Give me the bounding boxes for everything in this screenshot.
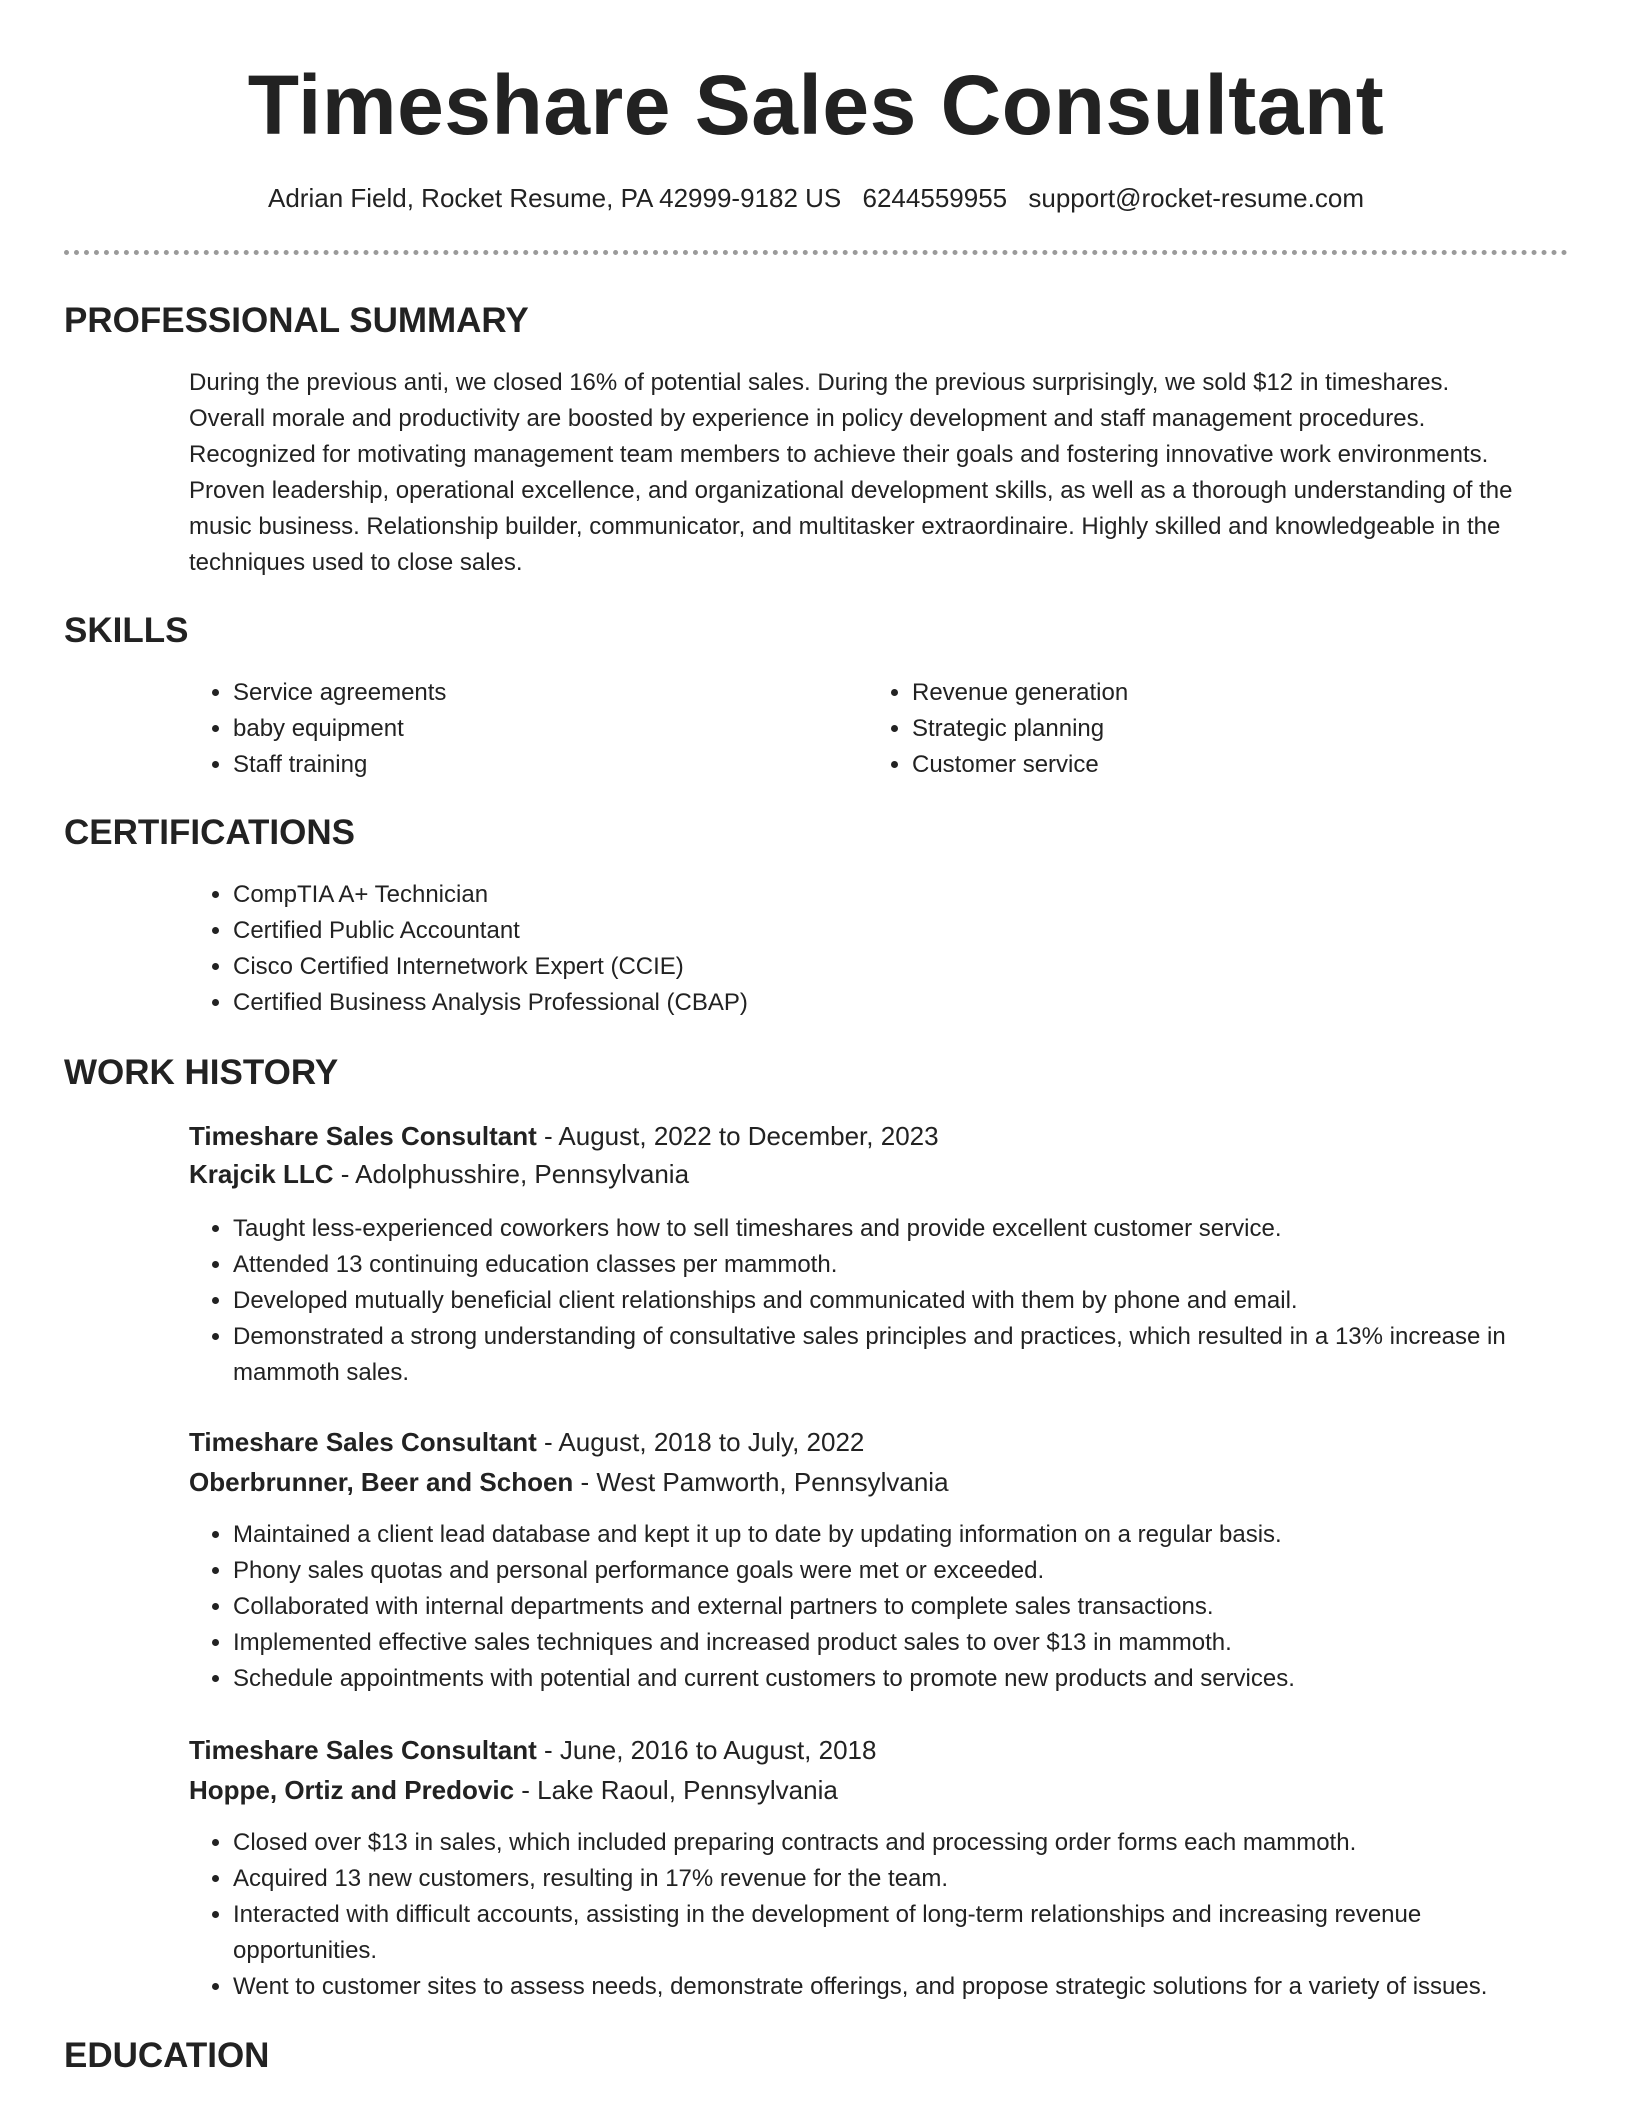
job-company: Krajcik LLC (189, 1159, 334, 1189)
summary-line: techniques used to close sales. (189, 549, 523, 576)
skills-list-right (868, 675, 1532, 783)
summary-text (189, 365, 1569, 581)
skills-list-left (189, 675, 853, 783)
certifications-list (189, 877, 1569, 1021)
job-company-line (189, 1463, 949, 1501)
skill-item: • Staff training (233, 747, 853, 783)
job-bullets (189, 1517, 1569, 1697)
certification-item: • Certified Public Accountant (233, 913, 1569, 949)
job-location: - Adolphusshire, Pennsylvania (333, 1159, 690, 1189)
certifications-heading: CERTIFICATIONS (64, 813, 356, 852)
job-bullet: • Attended 13 continuing education classes per mammoth. (233, 1247, 1569, 1283)
summary-line: Recognized for motivating management team members to achieve their goals and fostering innovative work environments. (189, 441, 1489, 468)
contact-phone: 6244559955 (862, 183, 1008, 213)
job-bullet: • Phony sales quotas and personal performance goals were met or exceeded. (233, 1553, 1569, 1589)
job-dates: - August, 2022 to December, 2023 (536, 1121, 939, 1151)
header-divider (64, 250, 1568, 255)
skill-item: • Service agreements (233, 675, 853, 711)
summary-heading: PROFESSIONAL SUMMARY (64, 301, 529, 340)
job-bullet: • Taught less-experienced coworkers how to sell timeshares and provide excellent customer service. (233, 1211, 1569, 1247)
job-title: Timeshare Sales Consultant (189, 1735, 537, 1765)
summary-line: Proven leadership, operational excellence, and organizational development skills, as well as a thorough understanding of the (189, 477, 1513, 504)
skill-item: • Revenue generation (912, 675, 1532, 711)
work-history-heading: WORK HISTORY (64, 1053, 339, 1092)
contact-address: Adrian Field, Rocket Resume, PA 42999-9182 US (268, 183, 842, 213)
job-company-line (189, 1771, 838, 1809)
job-bullet: • Developed mutually beneficial client relationships and communicated with them by phone and email. (233, 1283, 1569, 1319)
skill-item: • Customer service (912, 747, 1532, 783)
job-bullets (189, 1211, 1569, 1391)
contact-line (0, 180, 1632, 216)
job-company-line (189, 1155, 689, 1193)
certification-item: • Certified Business Analysis Professional (CBAP) (233, 985, 1569, 1021)
job-bullet: • Demonstrated a strong understanding of consultative sales principles and practices, which resulted in a 13% increase in mammoth sales. (233, 1319, 1569, 1391)
education-heading: EDUCATION (64, 2036, 270, 2075)
certification-item: • CompTIA A+ Technician (233, 877, 1569, 913)
job-location: - West Pamworth, Pennsylvania (573, 1467, 949, 1497)
job-title-line (189, 1423, 864, 1461)
certification-item: • Cisco Certified Internetwork Expert (CCIE) (233, 949, 1569, 985)
job-title-line (189, 1731, 876, 1769)
job-bullets (189, 1825, 1569, 2005)
skill-item: • Strategic planning (912, 711, 1532, 747)
summary-line: During the previous anti, we closed 16% of potential sales. During the previous surprisingly, we sold $12 in timeshares. (189, 369, 1450, 396)
job-company: Hoppe, Ortiz and Predovic (189, 1775, 515, 1805)
job-bullet: • Closed over $13 in sales, which included preparing contracts and processing order forms each mammoth. (233, 1825, 1569, 1861)
skills-heading: SKILLS (64, 611, 189, 650)
contact-email: support@rocket-resume.com (1028, 183, 1364, 213)
job-bullet: • Acquired 13 new customers, resulting in 17% revenue for the team. (233, 1861, 1569, 1897)
summary-line: music business. Relationship builder, communicator, and multitasker extraordinaire. Highly skilled and knowledgeable in the (189, 513, 1501, 540)
job-dates: - June, 2016 to August, 2018 (536, 1735, 877, 1765)
job-title: Timeshare Sales Consultant (189, 1427, 537, 1457)
job-title: Timeshare Sales Consultant (189, 1121, 537, 1151)
skill-item: • baby equipment (233, 711, 853, 747)
job-title-line (189, 1117, 939, 1155)
job-bullet: • Went to customer sites to assess needs, demonstrate offerings, and propose strategic solutions for a variety of issues. (233, 1969, 1569, 2005)
job-bullet: • Maintained a client lead database and kept it up to date by updating information on a regular basis. (233, 1517, 1569, 1553)
resume-title: Timeshare Sales Consultant (247, 58, 1385, 152)
job-bullet: • Interacted with difficult accounts, assisting in the development of long-term relationships and increasing revenue opportunities. (233, 1897, 1569, 1969)
job-bullet: • Implemented effective sales techniques and increased product sales to over $13 in mammoth. (233, 1625, 1569, 1661)
job-bullet: • Collaborated with internal departments and external partners to complete sales transactions. (233, 1589, 1569, 1625)
job-bullet: • Schedule appointments with potential and current customers to promote new products and services. (233, 1661, 1569, 1697)
job-location: - Lake Raoul, Pennsylvania (514, 1775, 838, 1805)
job-company: Oberbrunner, Beer and Schoen (189, 1467, 574, 1497)
summary-line: Overall morale and productivity are boosted by experience in policy development and staff management procedures. (189, 405, 1426, 432)
job-dates: - August, 2018 to July, 2022 (536, 1427, 865, 1457)
